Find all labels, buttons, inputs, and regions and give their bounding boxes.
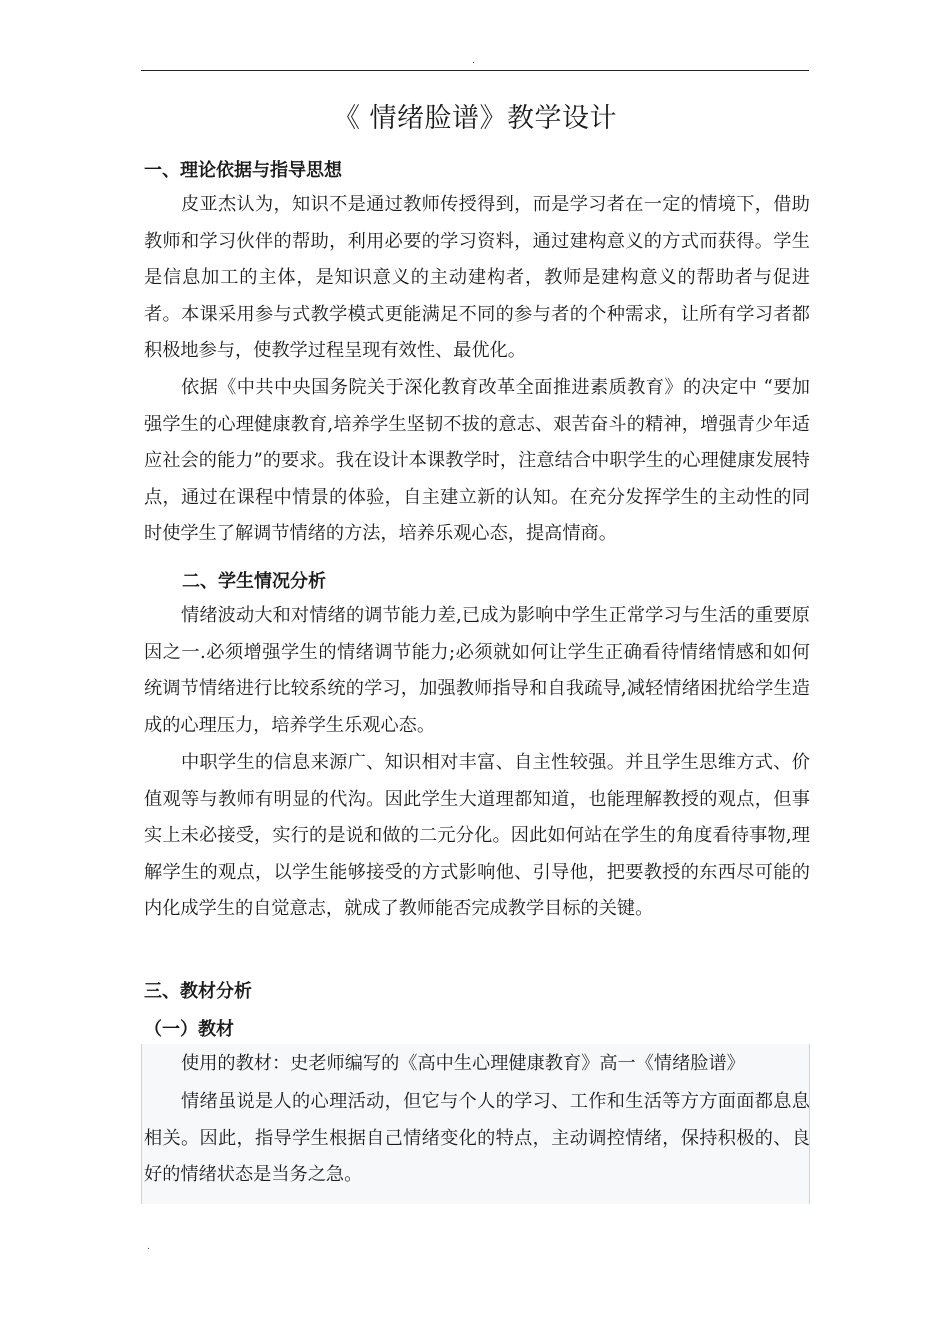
section-3-paragraph-2: 情绪虽说是人的心理活动，但它与个人的学习、工作和生活等方方面面都息息相关。因此，指导学生根据自己情绪变化的特点，主动调控情绪，保持积极的、良好的情绪状态是当务之急。 <box>144 1091 810 1186</box>
header-mark: . <box>472 56 475 66</box>
section-1-paragraph-2: 依据《中共中央国务院关于深化教育改革全面推进素质教育》的决定中 “要加强学生的心理健康教育,培养学生坚韧不拔的意志、艰苦奋斗的精神，增强青少年适应社会的能力”的要求。我在设计本课教学时，注意结合中职学生的心理健康发展特点，通过在课程中情景的体验，自主建立新的认知。在充分发挥学生的主动性的同时使学生了解调节情绪的方法，培养乐观心态，提高情商。 <box>144 377 810 545</box>
header-rule <box>141 70 809 71</box>
section-3-heading: 三、教材分析 <box>144 981 252 1002</box>
section-2-paragraph-2: 中职学生的信息来源广、知识相对丰富、自主性较强。并且学生思维方式、价值观等与教师有明显的代沟。因此学生大道理都知道，也能理解教授的观点，但事实上未必接受，实行的是说和做的二元分化。因此如何站在学生的角度看待事物,理解学生的观点，以学生能够接受的方式影响他、引导他，把要教授的东西尽可能的内化成学生的自觉意志，就成了教师能否完成教学目标的关键。 <box>144 752 810 920</box>
section-2-heading: 二、学生情况分析 <box>182 571 326 592</box>
section-3-paragraph-1: 使用的教材：史老师编写的《高中生心理健康教育》高一《情绪脸谱》 <box>181 1053 745 1074</box>
section-3-subheading-1: （一）教材 <box>144 1019 234 1040</box>
footer-mark: . <box>147 1242 150 1252</box>
document-title: 《 情绪脸谱》教学设计 <box>332 103 618 134</box>
section-1-heading: 一、理论依据与指导思想 <box>144 160 342 181</box>
section-1-paragraph-1: 皮亚杰认为，知识不是通过教师传授得到，而是学习者在一定的情境下，借助教师和学习伙伴的帮助，利用必要的学习资料，通过建构意义的方式而获得。学生是信息加工的主体，是知识意义的主动建构者，教师是建构意义的帮助者与促进者。本课采用参与式教学模式更能满足不同的参与者的个种需求，让所有学习者都积极地参与，使教学过程呈现有效性、最优化。 <box>144 194 810 362</box>
section-2-paragraph-1: 情绪波动大和对情绪的调节能力差,已成为影响中学生正常学习与生活的重要原因之一.必须增强学生的情绪调节能力;必须就如何让学生正确看待情绪情感和如何统调节情绪进行比较系统的学习，加强教师指导和自我疏导,减轻情绪困扰给学生造成的心理压力，培养学生乐观心态。 <box>144 605 810 736</box>
